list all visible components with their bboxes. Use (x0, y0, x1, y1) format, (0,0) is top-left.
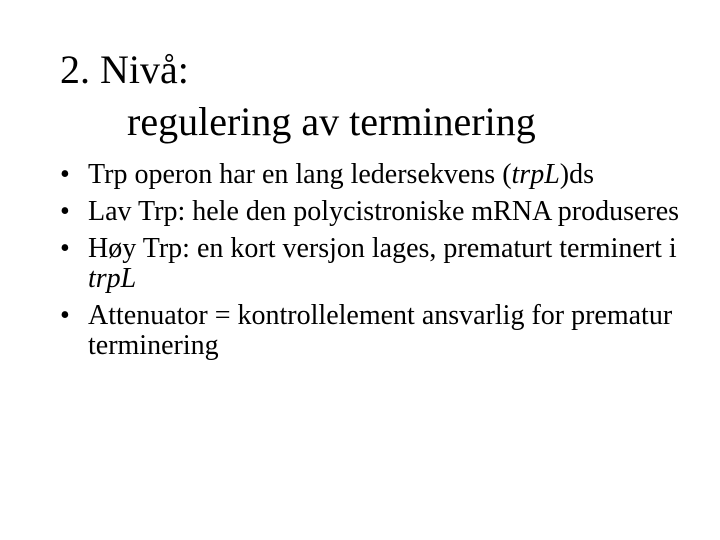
bullet-text: Lav Trp: hele den polycistroniske mRNA produseres (88, 196, 680, 227)
bullet-item (60, 301, 680, 361)
title-line-1: 2. Nivå: (60, 47, 189, 92)
bullet-marker: • (60, 233, 70, 264)
bullet-text-italic: trpL (511, 159, 560, 190)
bullet-item (60, 197, 680, 227)
bullet-list (60, 160, 680, 368)
bullet-marker: • (60, 196, 70, 227)
bullet-item (60, 160, 680, 190)
title-line-2: regulering av terminering (127, 99, 536, 144)
bullet-text: Høy Trp: en kort versjon lages, prematurt terminert i (88, 233, 677, 264)
bullet-marker: • (60, 300, 70, 331)
bullet-text: Trp operon har en lang ledersekvens ( (88, 159, 512, 190)
bullet-text-tail: )ds (559, 159, 594, 190)
slide-title (60, 44, 680, 148)
bullet-text: Attenuator = kontrollelement ansvarlig for prematur terminering (88, 300, 673, 361)
bullet-text-italic: trpL (88, 263, 137, 294)
bullet-item (60, 234, 680, 294)
bullet-marker: • (60, 159, 70, 190)
